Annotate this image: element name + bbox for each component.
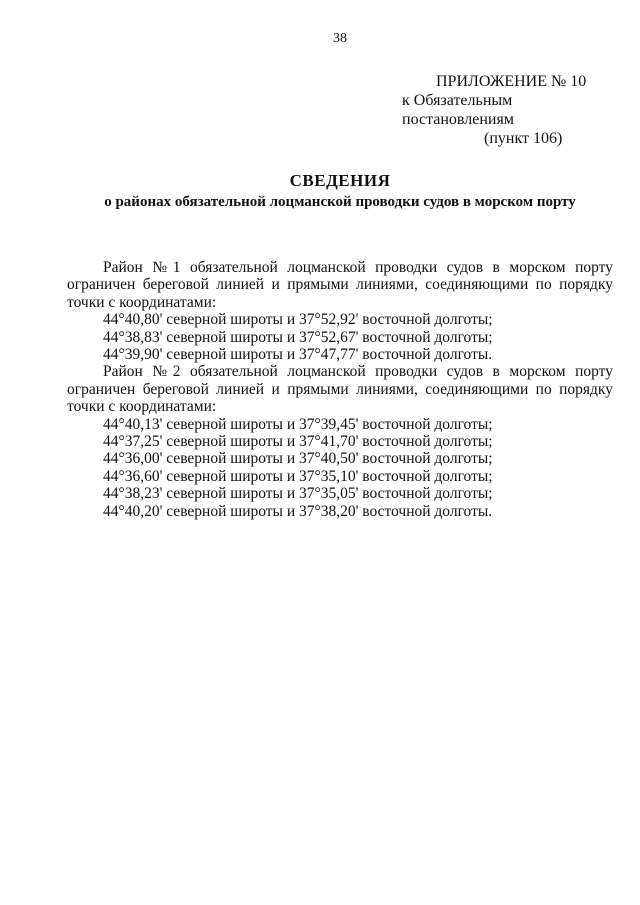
document-title: СВЕДЕНИЯ (289, 171, 391, 190)
appendix-reference: к Обязательным постановлениям (402, 92, 514, 128)
district-2-point-1: 44°40,13' северной широты и 37°39,45' восточной долготы; (103, 415, 493, 433)
appendix-title: ПРИЛОЖЕНИЕ № 10 (436, 73, 587, 90)
district-2-point-2: 44°37,25' северной широты и 37°41,70' восточной долготы; (103, 433, 493, 451)
district-1-point-1: 44°40,80' северной широты и 37°52,92' восточной долготы; (103, 311, 493, 329)
district-1-point-2: 44°38,83' северной широты и 37°52,67' восточной долготы; (103, 328, 493, 346)
district-2-point-3: 44°36,00' северной широты и 37°40,50' восточной долготы; (103, 450, 493, 468)
district-1-point-3: 44°39,90' северной широты и 37°47,77' восточной долготы. (103, 346, 493, 364)
page-number: 38 (333, 31, 347, 46)
district-2-description: Район №2 обязательной лоцманской проводки судов в морском порту ограничен береговой линией и прямыми линиями, соединяющими по порядку точки с координатами: (67, 363, 613, 416)
appendix-clause: (пункт 106) (484, 130, 563, 147)
district-1-description: Район №1 обязательной лоцманской проводки судов в морском порту ограничен береговой линией и прямыми линиями, соединяющими по порядку точки с координатами: (67, 259, 613, 311)
appendix-header (398, 72, 618, 148)
district-2 (67, 363, 613, 520)
document-subtitle: о районах обязательной лоцманской проводки судов в морском порту (104, 194, 576, 210)
district-2-point-4: 44°36,60' северной широты и 37°35,10' восточной долготы; (103, 467, 493, 485)
document-body (67, 259, 613, 520)
district-1 (67, 259, 613, 363)
district-2-point-5: 44°38,23' северной широты и 37°35,05' восточной долготы; (103, 485, 493, 503)
district-2-point-6: 44°40,20' северной широты и 37°38,20' восточной долготы. (103, 502, 493, 520)
